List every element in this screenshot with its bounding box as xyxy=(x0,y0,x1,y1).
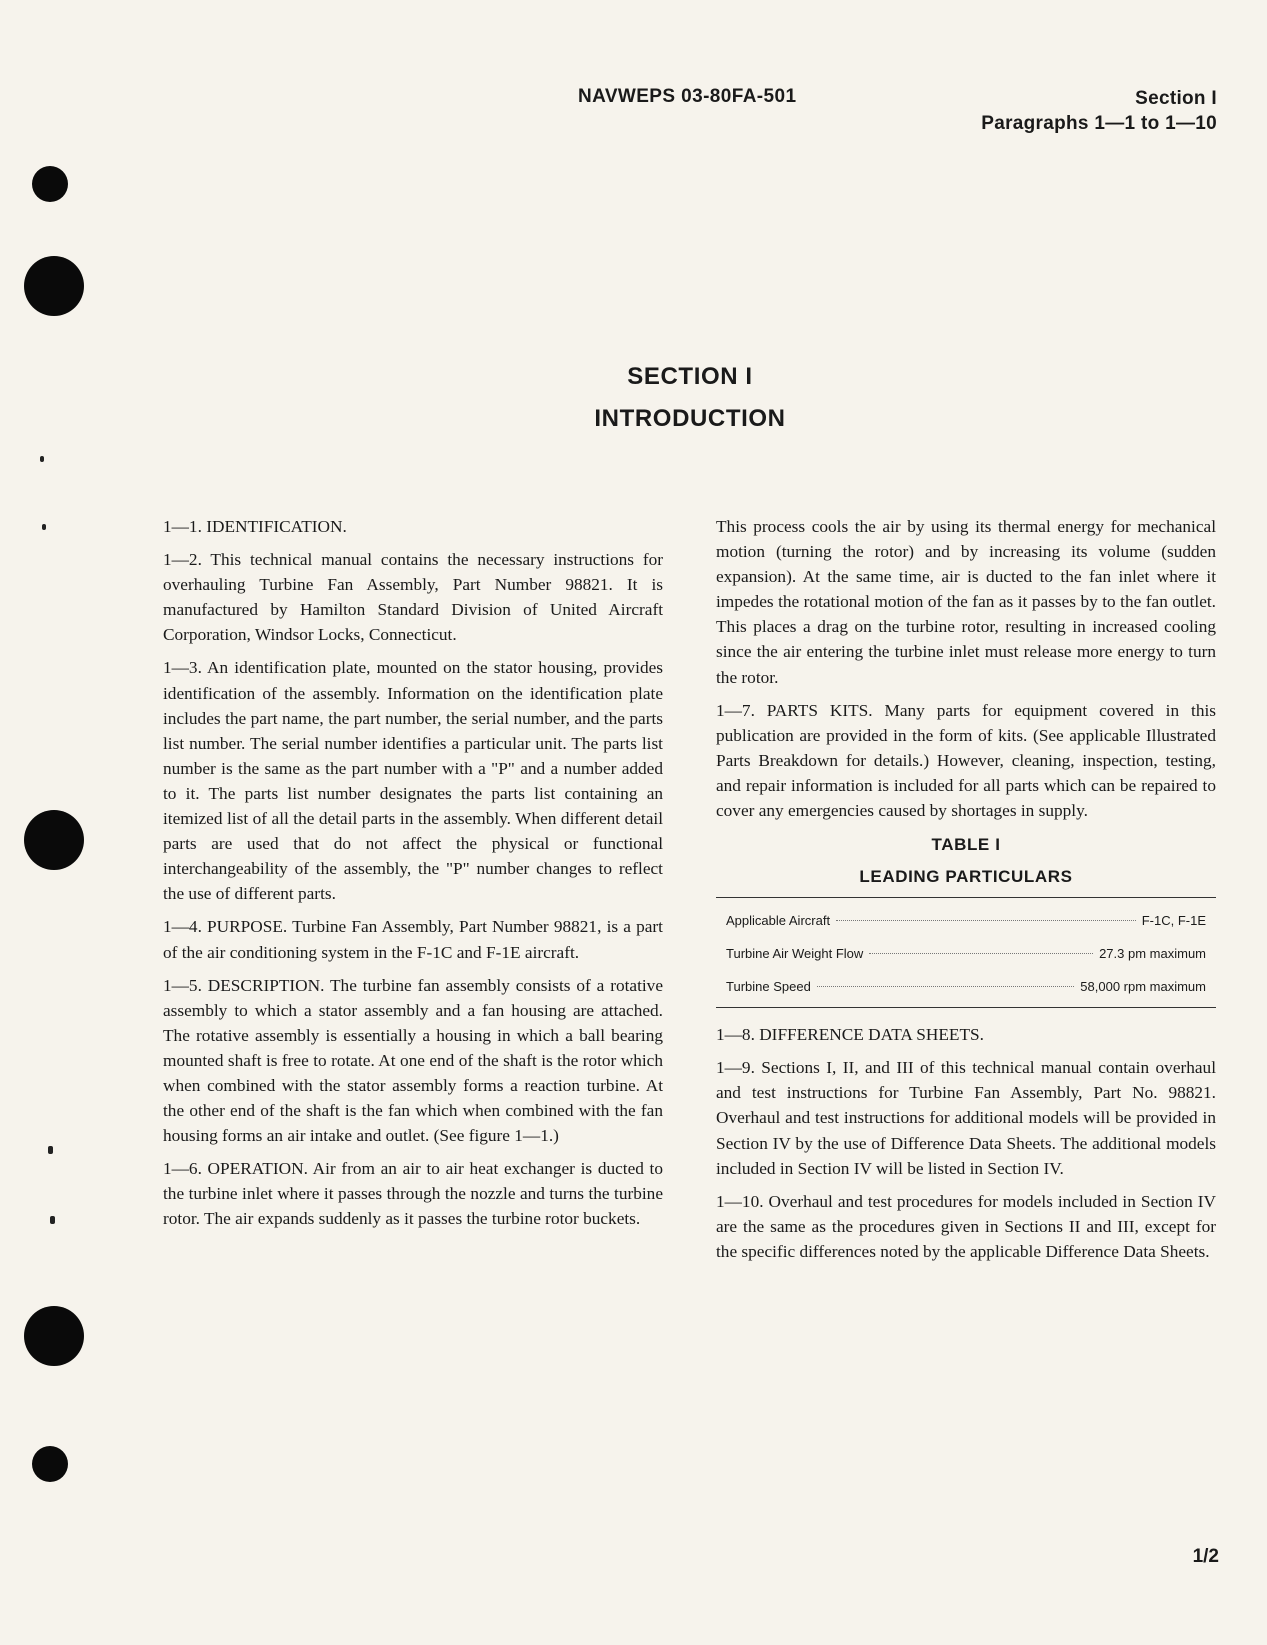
edge-mark xyxy=(48,1146,53,1154)
binder-hole xyxy=(24,1306,84,1366)
table-row-label: Applicable Aircraft xyxy=(726,913,831,929)
right-column xyxy=(716,514,1216,1272)
paragraph: 1—9. Sections I, II, and III of this technical manual contain overhaul and test instructions for Turbine Fan Assembly, Part No. 98821. Overhaul and test instructions for additional models will be provided in Section IV by the use of Difference Data Sheets. The additional models included in Section IV will be listed in Section IV. xyxy=(716,1058,1216,1178)
leading-particulars-table xyxy=(716,833,1216,1008)
section-number: SECTION I xyxy=(627,363,753,390)
table-row xyxy=(716,970,1216,1003)
leader-dots xyxy=(869,953,1093,954)
binder-hole xyxy=(32,166,68,202)
section-name: INTRODUCTION xyxy=(594,405,786,432)
page-header-right xyxy=(981,86,1217,136)
left-column xyxy=(163,514,663,1240)
table-row-label: Turbine Speed xyxy=(726,979,811,995)
table-row xyxy=(716,937,1216,970)
leader-dots xyxy=(836,920,1136,921)
edge-mark xyxy=(42,524,46,530)
page-number: 1/2 xyxy=(1192,1546,1219,1567)
paragraph: 1—2. This technical manual contains the necessary instructions for overhauling Turbine Fan Assembly, Part Number 98821. It is manufactured by Hamilton Standard Division of United Aircraft Corporation, Windsor Locks, Connecticut. xyxy=(163,550,663,645)
paragraph: 1—10. Overhaul and test procedures for models included in Section IV are the same as the procedures given in Sections II and III, except for the specific differences noted by the applicable Difference Data Sheets. xyxy=(716,1191,1216,1261)
table-row-label: Turbine Air Weight Flow xyxy=(726,946,864,962)
table-title: TABLE I xyxy=(931,835,1001,855)
section-label: Section I xyxy=(1135,88,1217,109)
paragraph: 1—3. An identification plate, mounted on the stator housing, provides identification of the assembly. Information on the identification plate includes the part name, the part number, the serial number, and the parts list number. The serial number identifies a particular unit. The parts list number is the same as the part number with a "P" and a number added to it. The parts list number designates the parts list containing an itemized list of all the detail parts in the assembly. When different detail parts are used that do not affect the physical or functional interchangeability of the assembly, the "P" number changes to reflect the use of different parts. xyxy=(163,658,663,904)
document-number: NAVWEPS 03-80FA-501 xyxy=(578,86,797,107)
table-row xyxy=(716,904,1216,937)
paragraph: 1—4. PURPOSE. Turbine Fan Assembly, Part Number 98821, is a part of the air conditioning system in the F-1C and F-1E aircraft. xyxy=(163,917,663,962)
table-row-value: F-1C, F-1E xyxy=(1141,913,1206,929)
paragraph: 1—6. OPERATION. Air from an air to air heat exchanger is ducted to the turbine inlet where it passes through the nozzle and turns the turbine rotor. The air expands suddenly as it passes the turbine rotor buckets. xyxy=(163,1159,663,1229)
edge-mark xyxy=(40,456,44,462)
edge-mark xyxy=(50,1216,55,1224)
leader-dots xyxy=(817,986,1074,987)
paragraph-range: Paragraphs 1—1 to 1—10 xyxy=(981,113,1217,134)
binder-hole xyxy=(24,810,84,870)
table-row-value: 27.3 pm maximum xyxy=(1099,946,1206,962)
binder-hole xyxy=(32,1446,68,1482)
table-subtitle: LEADING PARTICULARS xyxy=(859,867,1073,887)
paragraph: 1—7. PARTS KITS. Many parts for equipment covered in this publication are provided in the form of kits. (See applicable Illustrated Parts Breakdown for details.) However, cleaning, inspection, testing, and repair information is included for all parts which can be repaired to cover any emergencies caused by shortages in supply. xyxy=(716,700,1216,821)
heading-difference-data-sheets: 1—8. DIFFERENCE DATA SHEETS. xyxy=(716,1025,984,1045)
binder-hole xyxy=(24,256,84,316)
paragraph: This process cools the air by using its thermal energy for mechanical motion (turning the rotor) and by increasing its volume (sudden expansion). At the same time, air is ducted to the fan inlet where it impedes the rotational motion of the fan as it passes by to the fan outlet. This places a drag on the turbine rotor, resulting in increased cooling since the air entering the turbine inlet must release more energy to turn the rotor. xyxy=(716,517,1216,687)
heading-identification: 1—1. IDENTIFICATION. xyxy=(163,517,347,536)
section-title xyxy=(0,356,1267,440)
table-row-value: 58,000 rpm maximum xyxy=(1080,979,1206,995)
paragraph: 1—5. DESCRIPTION. The turbine fan assembly consists of a rotative assembly to which a stator assembly and a fan housing are attached. The rotative assembly is essentially a housing in which a ball bearing mounted shaft is free to rotate. At one end of the shaft is the rotor which when combined with the stator assembly forms a reaction turbine. At the other end of the shaft is the fan which when combined with the fan housing forms an air intake and outlet. (See figure 1—1.) xyxy=(163,975,663,1146)
table-body xyxy=(716,897,1216,1008)
